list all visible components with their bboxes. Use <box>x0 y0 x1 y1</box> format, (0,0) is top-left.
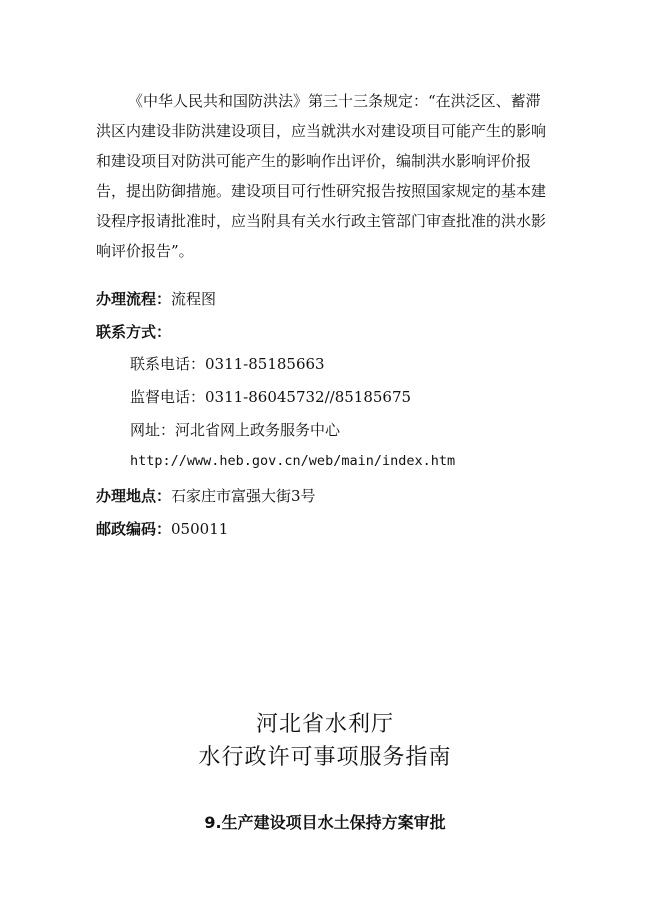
paragraph-line: 洪区内建设非防洪建设项目，应当就洪水对建设项目可能产生的影响 <box>96 122 547 140</box>
paragraph-line: 响评价报告”。 <box>96 242 194 260</box>
supervise-phone: 监督电话：0311-86045732//85185675 <box>130 388 412 406</box>
guide-title: 水行政许可事项服务指南 <box>198 745 452 770</box>
item-heading: 9.生产建设项目水土保持方案审批 <box>204 813 446 832</box>
organization-title: 河北省水利厅 <box>255 712 394 737</box>
location-value: 石家庄市富强大街3号 <box>171 487 316 505</box>
contact-phone: 联系电话：0311-85185663 <box>130 355 325 373</box>
process-label: 办理流程： <box>96 290 172 308</box>
contact-heading <box>96 321 171 342</box>
paragraph-line: 设程序报请批准时，应当附具有关水行政主管部门审查批准的洪水影 <box>96 212 547 230</box>
postcode-label: 邮政编码： <box>96 520 172 538</box>
website-url[interactable]: http://www.heb.gov.cn/web/main/index.htm <box>130 453 456 469</box>
paragraph-line: 告，提出防御措施。建设项目可行性研究报告按照国家规定的基本建 <box>96 182 547 200</box>
paragraph-line: 《中华人民共和国防洪法》第三十三条规定：“在洪泛区、蓄滞 <box>128 92 541 110</box>
contact-label: 联系方式： <box>96 323 172 341</box>
postcode-row <box>96 518 228 539</box>
postcode-value: 050011 <box>171 520 229 538</box>
paragraph-line: 和建设项目对防洪可能产生的影响作出评价，编制洪水影响评价报 <box>96 152 532 170</box>
location-row <box>96 485 316 506</box>
website-name: 网址：河北省网上政务服务中心 <box>130 421 341 439</box>
location-label: 办理地点： <box>96 487 172 505</box>
law-citation-paragraph <box>96 86 558 266</box>
process-row <box>96 288 216 309</box>
process-value[interactable]: 流程图 <box>171 290 217 308</box>
